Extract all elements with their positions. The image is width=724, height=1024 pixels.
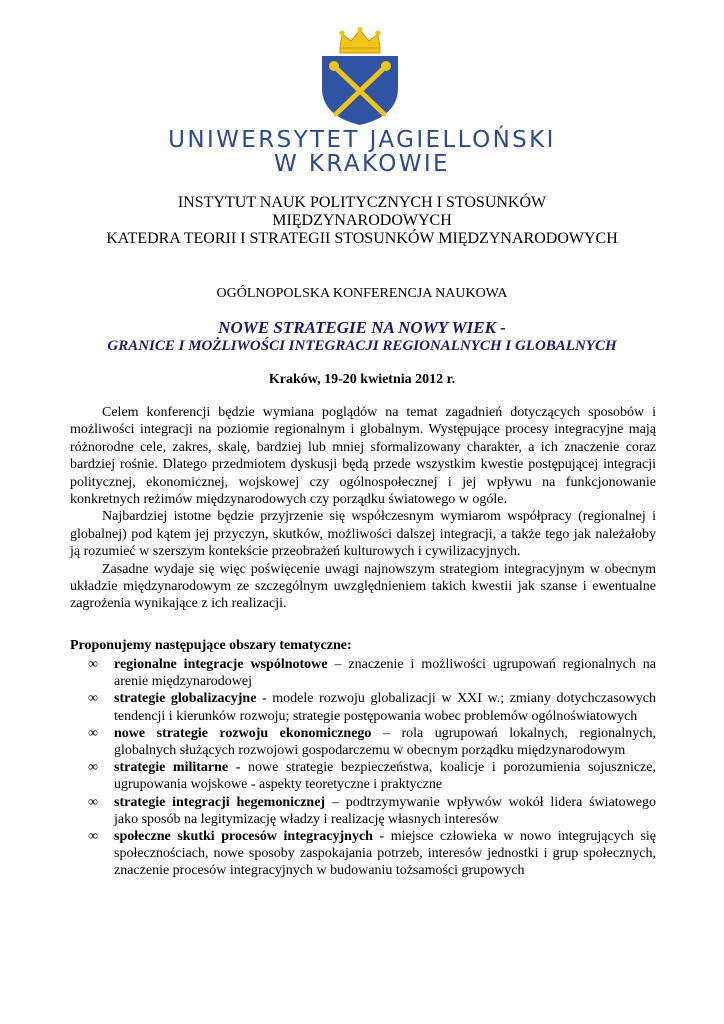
institute-line2: MIĘDZYNARODOWYCH bbox=[272, 212, 452, 229]
topics-heading: Proponujemy następujące obszary tematyczne: bbox=[70, 638, 352, 653]
infinity-bullet-icon: ∞ bbox=[88, 725, 98, 741]
infinity-bullet-icon: ∞ bbox=[88, 657, 98, 672]
intro-paragraph-1: Celem konferencji będzie wymiana poglądów na temat zagadnień dotyczących sposobów i możliwości integracji na poziomie regionalnym i globalnym. Występujące procesy integracyjne mają różnorodne cele, zakres, skalę, bardziej lub mniej sformalizowany charakter, a ich znaczenie coraz bardziej rośnie. Dlatego przedmiotem dyskusji będą przede wszystkim kwestie postępującej integracji politycznej, ekonomicznej, wojskowej czy ogólnospołecznej i jej wpływu na funkcjonowanie konkretnych reżimów międzynarodowych czy porządku światowego w ogóle. bbox=[70, 405, 656, 508]
infinity-bullet-icon: ∞ bbox=[88, 691, 98, 707]
topic-title: strategie integracji hegemonicznej bbox=[114, 794, 326, 810]
topic-description: – podtrzymywanie wpływów wokół lidera światowego jako sposób na legitymizację władzy i realizację własnych interesów bbox=[114, 794, 656, 827]
university-name-line2: W KRAKOWIE bbox=[274, 151, 450, 177]
institute-heading bbox=[40, 194, 684, 248]
topic-description: – rola ugrupowań lokalnych, regionalnych, globalnych służących rozwojowi gospodarczemu w obecnym porządku międzynarodowym bbox=[114, 725, 656, 759]
infinity-bullet-icon: ∞ bbox=[88, 794, 98, 810]
conference-date: Kraków, 19-20 kwietnia 2012 r. bbox=[268, 372, 456, 387]
topic-description: miejsce człowieka w nowo integrujących się społecznościach, nowe sposoby zaspokajania potrzeb, interesów jednostki i grup społecznych, znaczenie procesów integracyjnych w budowaniu tożsamości grupowych bbox=[114, 829, 656, 879]
topics-list bbox=[70, 656, 656, 880]
topic-item bbox=[70, 759, 656, 793]
topic-title: strategie globalizacyjne bbox=[114, 691, 257, 707]
topic-item bbox=[70, 828, 656, 880]
intro-text bbox=[70, 404, 656, 613]
intro-paragraph-3: Zasadne wydaje się więc poświęcenie uwagi najnowszym strategiom integracyjnym w obecnym układzie międzynarodowym ze szczególnym uwzględnieniem takich kwestii jak szanse i ewentualne zagrożenia wynikające z ich realizacji. bbox=[70, 561, 656, 612]
department-line: KATEDRA TEORII I STRATEGII STOSUNKÓW MIĘDZYNARODOWYCH bbox=[106, 230, 618, 247]
topic-item bbox=[70, 794, 656, 828]
university-crest-icon bbox=[318, 26, 402, 126]
topic-item bbox=[70, 725, 656, 759]
conference-subtitle: GRANICE I MOŻLIWOŚCI INTEGRACJI REGIONALNYCH I GLOBALNYCH bbox=[107, 338, 617, 354]
topic-description: nowe strategie bezpieczeństwa, koalicje i porozumienia sojusznicze, ugrupowania wojskowe - aspekty teoretyczne i praktyczne bbox=[114, 760, 656, 793]
conference-type: OGÓLNOPOLSKA KONFERENCJA NAUKOWA bbox=[216, 286, 508, 301]
topic-description: – znaczenie i możliwości ugrupowań regionalnych na arenie międzynarodowej bbox=[114, 657, 657, 690]
topic-description: - modele rozwoju globalizacji w XXI w.; zmiany dotychczasowych tendencji i kierunków rozwoju; strategie postępowania wobec problemów ogólnoświatowych bbox=[114, 691, 656, 724]
topic-item bbox=[70, 656, 656, 690]
institute-line1: INSTYTUT NAUK POLITYCZNYCH I STOSUNKÓW bbox=[177, 194, 547, 211]
topic-title: regionalne integracje wspólnotowe bbox=[114, 657, 328, 672]
infinity-bullet-icon: ∞ bbox=[88, 760, 98, 776]
topic-title: nowe strategie rozwoju ekonomicznego bbox=[114, 725, 372, 741]
infinity-bullet-icon: ∞ bbox=[88, 829, 98, 845]
university-name-line1: UNIWERSYTET JAGIELLOŃSKI bbox=[168, 127, 556, 153]
intro-paragraph-2: Najbardziej istotne będzie przyjrzenie się współczesnym wymiarom współpracy (regionalnej i globalnej) pod kątem jej przyczyn, skutków, możliwości dalszej integracji, a także tego jak należałoby ją rozumieć w szerszym kontekście przeobrażeń kulturowych i cywilizacyjnych. bbox=[70, 509, 656, 560]
conference-title: NOWE STRATEGIE NA NOWY WIEK - bbox=[218, 318, 506, 337]
topic-item bbox=[70, 690, 656, 724]
topic-title: strategie militarne - bbox=[114, 760, 241, 776]
topic-title: społeczne skutki procesów integracyjnych - bbox=[114, 829, 385, 845]
